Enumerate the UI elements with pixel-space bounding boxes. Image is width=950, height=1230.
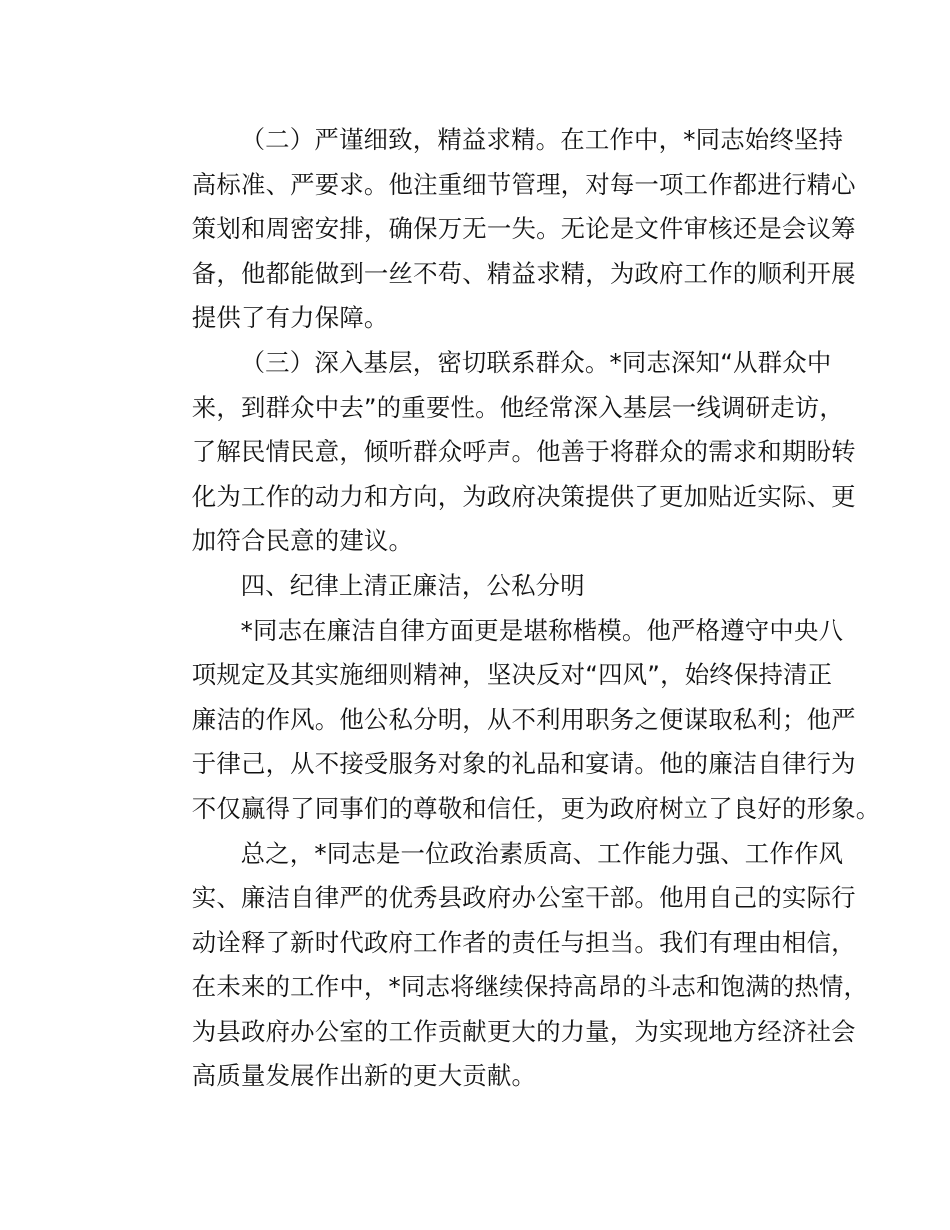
text-line: 总之，*同志是一位政治素质高、工作能力强、工作作风	[240, 838, 844, 868]
text-line: 项规定及其实施细则精神，坚决反对“四风”，始终保持清正	[191, 660, 833, 690]
text-line: 不仅赢得了同事们的尊敬和信任，更为政府树立了良好的形象。	[191, 793, 881, 823]
paragraph-section-3-grassroots	[143, 341, 856, 564]
document-body	[143, 118, 881, 1099]
text-line: *同志在廉洁自律方面更是堪称楷模。他严格遵守中央八	[240, 615, 844, 645]
section-heading-discipline	[143, 564, 827, 609]
text-line: 为县政府办公室的工作贡献更大的力量，为实现地方经济社会	[191, 1016, 856, 1046]
paragraph-section-2-rigorous	[143, 118, 856, 341]
paragraph-discipline-integrity	[143, 609, 881, 832]
text-line: （三）深入基层，密切联系群众。*同志深知“从群众中	[240, 347, 832, 377]
heading-text: 四、纪律上清正廉洁，公私分明	[240, 570, 585, 600]
text-line: 高质量发展作出新的更大贡献。	[191, 1061, 537, 1091]
text-line: 于律己，从不接受服务对象的礼品和宴请。他的廉洁自律行为	[191, 749, 856, 779]
text-line: 动诠释了新时代政府工作者的责任与担当。我们有理由相信，	[191, 927, 856, 957]
text-line: 备，他都能做到一丝不苟、精益求精，为政府工作的顺利开展	[191, 258, 856, 288]
text-line: 廉洁的作风。他公私分明，从不利用职务之便谋取私利；他严	[191, 704, 856, 734]
text-line: 在未来的工作中，*同志将继续保持高昂的斗志和饱满的热情，	[191, 972, 869, 1002]
text-line: 实、廉洁自律严的优秀县政府办公室干部。他用自己的实际行	[191, 883, 856, 913]
text-line: 加符合民意的建议。	[191, 526, 414, 556]
text-line: 提供了有力保障。	[191, 303, 389, 333]
text-line: 策划和周密安排，确保万无一失。无论是文件审核还是会议筹	[191, 214, 856, 244]
text-line: 高标准、严要求。他注重细节管理，对每一项工作都进行精心	[191, 169, 856, 199]
paragraph-conclusion	[143, 832, 869, 1100]
text-line: 了解民情民意，倾听群众呼声。他善于将群众的需求和期盼转	[191, 437, 856, 467]
text-line: 化为工作的动力和方向，为政府决策提供了更加贴近实际、更	[191, 481, 856, 511]
text-line: 来，到群众中去”的重要性。他经常深入基层一线调研走访，	[191, 392, 844, 422]
text-line: （二）严谨细致，精益求精。在工作中，*同志始终坚持	[240, 125, 844, 154]
